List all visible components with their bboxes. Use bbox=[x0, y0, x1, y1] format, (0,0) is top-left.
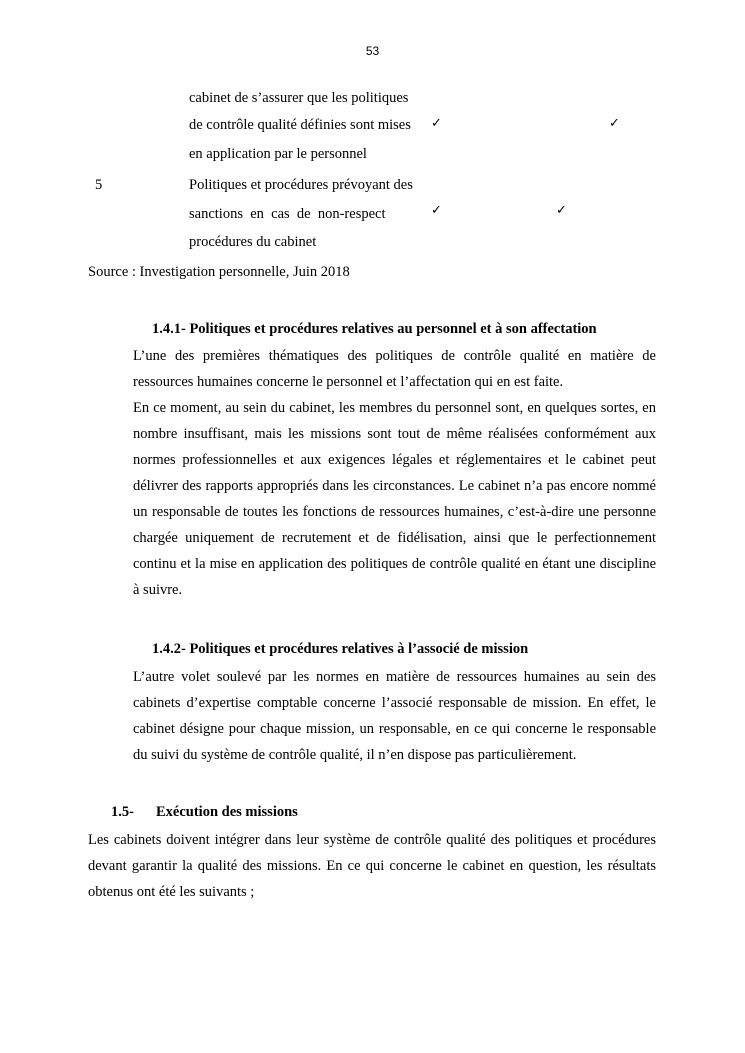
section-heading-1-5: Exécution des missions bbox=[156, 804, 298, 820]
paragraph: L’autre volet soulevé par les normes en matière de ressources humaines au sein des cabinets d’expertise comptable concerne l’associé responsable de mission. En effet, le cabinet désigne pour chaque mission, un responsable, en ce qui concerne le responsable du suivi du système de contrôle qualité, il n’en dispose pas particulièrement. bbox=[133, 669, 656, 763]
section-body-1-4-2 bbox=[133, 664, 656, 768]
table-cell-text: procédures du cabinet bbox=[189, 234, 317, 250]
table-cell-text: Politiques et procédures prévoyant des bbox=[189, 177, 413, 193]
checkmark-icon: ✓ bbox=[609, 116, 620, 131]
table-cell-text: sanctions en cas de non-respect bbox=[189, 206, 386, 222]
section-body-1-4-1 bbox=[133, 343, 656, 603]
section-heading-1-4-1: 1.4.1- Politiques et procédures relatives au personnel et à son affectation bbox=[152, 321, 597, 337]
table-source: Source : Investigation personnelle, Juin 2018 bbox=[88, 264, 350, 280]
table-cell-text: cabinet de s’assurer que les politiques bbox=[189, 90, 409, 106]
section-number-1-5: 1.5- bbox=[111, 804, 134, 820]
paragraph: Les cabinets doivent intégrer dans leur système de contrôle qualité des politiques et procédures devant garantir la qualité des missions. En ce qui concerne le cabinet en question, les résultats obtenus ont été les suivants ; bbox=[88, 832, 656, 900]
checkmark-icon: ✓ bbox=[431, 116, 442, 131]
checkmark-icon: ✓ bbox=[556, 203, 567, 218]
table-cell-text: de contrôle qualité définies sont mises bbox=[189, 117, 411, 133]
paragraph: L’une des premières thématiques des politiques de contrôle qualité en matière de ressources humaines concerne le personnel et l’affectation qui en est faite. bbox=[133, 348, 656, 390]
page-number: 53 bbox=[365, 44, 380, 58]
paragraph: En ce moment, au sein du cabinet, les membres du personnel sont, en quelques sortes, en nombre insuffisant, mais les missions sont tout de même réalisées conformément aux normes professionnelles et aux exigences légales et réglementaires et le cabinet peut délivrer des rapports appropriés dans les circonstances. Le cabinet n’a pas encore nommé un responsable de toutes les fonctions de ressources humaines, c’est-à-dire une personne chargée uniquement de recrutement et de fidélisation, ainsi que le perfectionnement continu et la mise en application des politiques de contrôle qualité en étant une discipline à suivre. bbox=[133, 400, 656, 598]
checkmark-icon: ✓ bbox=[431, 203, 442, 218]
table-cell-text: en application par le personnel bbox=[189, 146, 367, 162]
table-row-number: 5 bbox=[95, 177, 103, 193]
section-heading-1-4-2: 1.4.2- Politiques et procédures relatives à l’associé de mission bbox=[152, 641, 529, 657]
section-body-1-5 bbox=[88, 827, 656, 905]
